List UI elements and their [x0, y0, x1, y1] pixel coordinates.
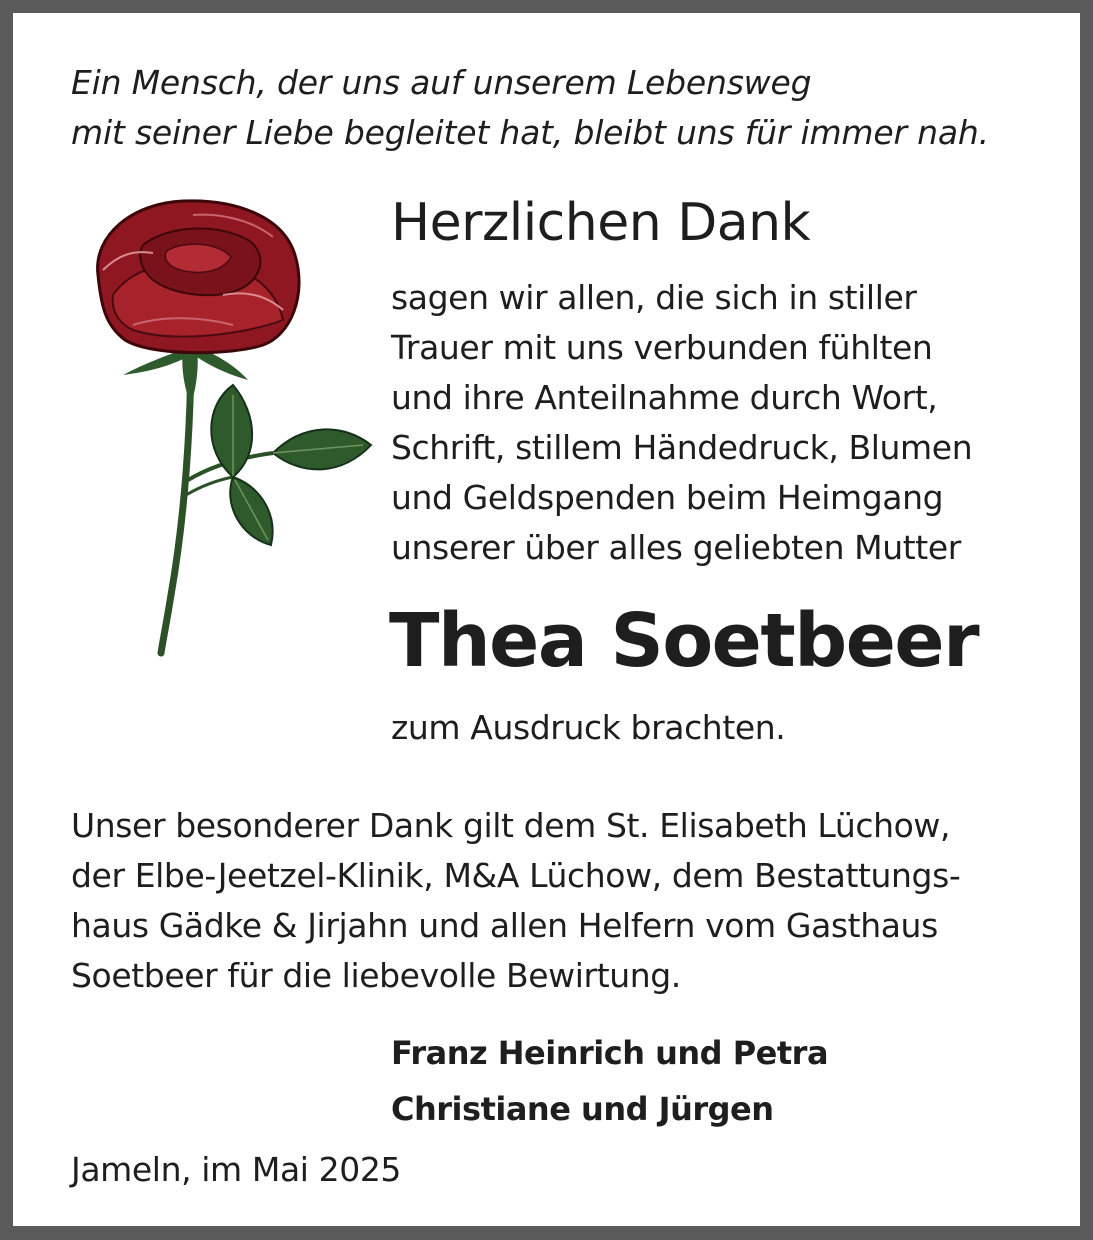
- signatures: [391, 1025, 828, 1137]
- thanks-text: [391, 273, 972, 573]
- closing-text: zum Ausdruck brachten.: [391, 708, 786, 747]
- motto-verse: [71, 58, 989, 158]
- special-thanks-line: Soetbeer für die liebevolle Bewirtung.: [71, 956, 681, 995]
- heading-thanks: Herzlichen Dank: [391, 193, 811, 253]
- red-rose-icon: [73, 195, 378, 664]
- motto-line: mit seiner Liebe begleitet hat, bleibt uns für immer nah.: [71, 113, 989, 152]
- special-thanks-line: der Elbe-Jeetzel-Klinik, M&A Lüchow, dem Bestattungs-: [71, 856, 961, 895]
- thanks-text-line: Schrift, stillem Händedruck, Blumen: [391, 428, 973, 467]
- special-thanks-line: haus Gädke & Jirjahn und allen Helfern vom Gasthaus: [71, 906, 938, 945]
- signature-line: Christiane und Jürgen: [391, 1090, 774, 1128]
- thanks-text-line: sagen wir allen, die sich in stiller: [391, 278, 917, 317]
- thanks-text-line: und Geldspenden beim Heimgang: [391, 478, 944, 517]
- signature-line: Franz Heinrich und Petra: [391, 1034, 829, 1072]
- thanks-text-line: Trauer mit uns verbunden fühlten: [391, 328, 933, 367]
- thanks-text-line: und ihre Anteilnahme durch Wort,: [391, 378, 938, 417]
- obituary-card: [13, 13, 1080, 1226]
- deceased-name: Thea Soetbeer: [389, 598, 979, 684]
- special-thanks-line: Unser besonderer Dank gilt dem St. Elisabeth Lüchow,: [71, 806, 951, 845]
- motto-line: Ein Mensch, der uns auf unserem Lebensweg: [71, 63, 812, 102]
- special-thanks-paragraph: [71, 801, 960, 1001]
- place-date: Jameln, im Mai 2025: [71, 1150, 402, 1189]
- thanks-text-line: unserer über alles geliebten Mutter: [391, 528, 961, 567]
